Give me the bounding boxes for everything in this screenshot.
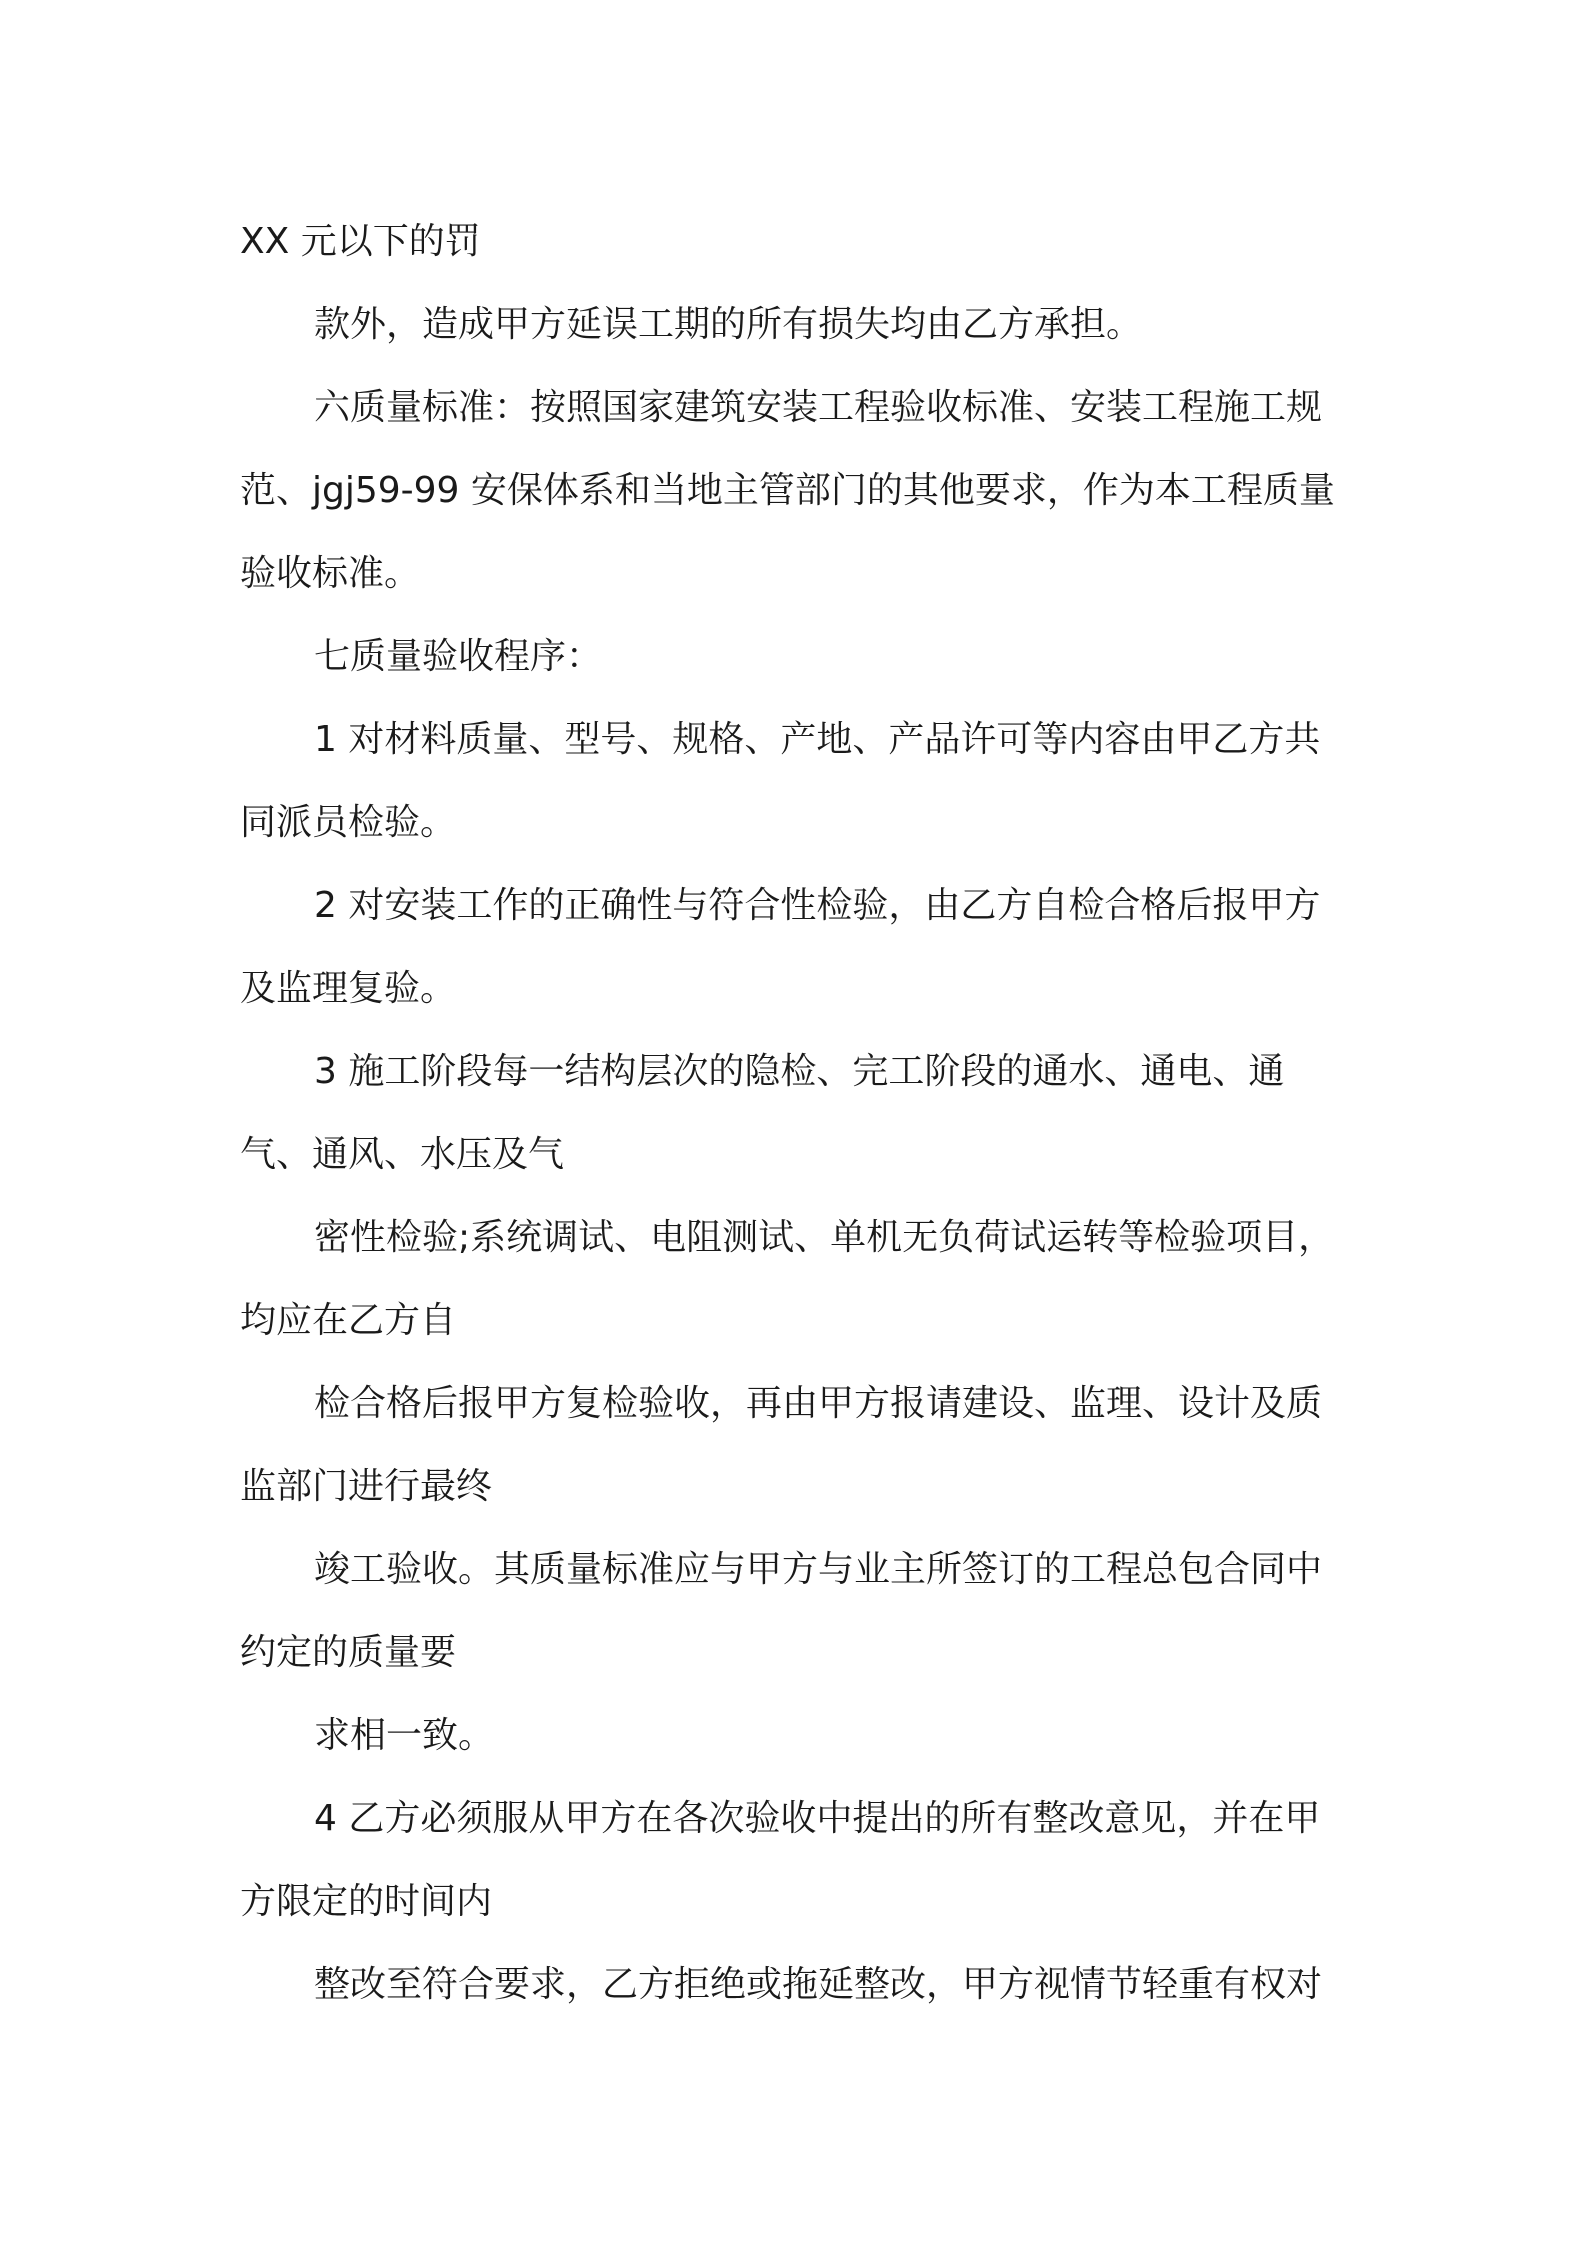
paragraph-4: 七质量验收程序：: [314, 636, 603, 677]
paragraph-2: 款外，造成甲方延误工期的所有损失均由乙方承担。: [314, 304, 1143, 345]
paragraph-6: 2 对安装工作的正确性与符合性检验，由乙方自检合格后报甲方及监理复验。: [240, 885, 1321, 1009]
paragraph-9: 检合格后报甲方复检验收，再由甲方报请建设、监理、设计及质监部门进行最终: [240, 1383, 1323, 1507]
document-body: [240, 200, 1350, 2026]
paragraph-8: 密性检验;系统调试、电阻测试、单机无负荷试运转等检验项目，均应在乙方自: [240, 1217, 1335, 1341]
paragraph-1: XX 元以下的罚: [240, 221, 481, 262]
paragraph-3: 六质量标准：按照国家建筑安装工程验收标准、安装工程施工规范、jgj59-99 安保体系和当地主管部门的其他要求，作为本工程质量验收标准。: [240, 387, 1335, 594]
paragraph-11: 求相一致。: [314, 1715, 495, 1756]
paragraph-10: 竣工验收。其质量标准应与甲方与业主所签订的工程总包合同中约定的质量要: [240, 1549, 1323, 1673]
paragraph-13: 整改至符合要求，乙方拒绝或拖延整改，甲方视情节轻重有权对: [314, 1964, 1323, 2005]
paragraph-12: 4 乙方必须服从甲方在各次验收中提出的所有整改意见，并在甲方限定的时间内: [240, 1798, 1321, 1922]
paragraph-7: 3 施工阶段每一结构层次的隐检、完工阶段的通水、通电、通气、通风、水压及气: [240, 1051, 1285, 1175]
paragraph-5: 1 对材料质量、型号、规格、产地、产品许可等内容由甲乙方共同派员检验。: [240, 719, 1321, 843]
